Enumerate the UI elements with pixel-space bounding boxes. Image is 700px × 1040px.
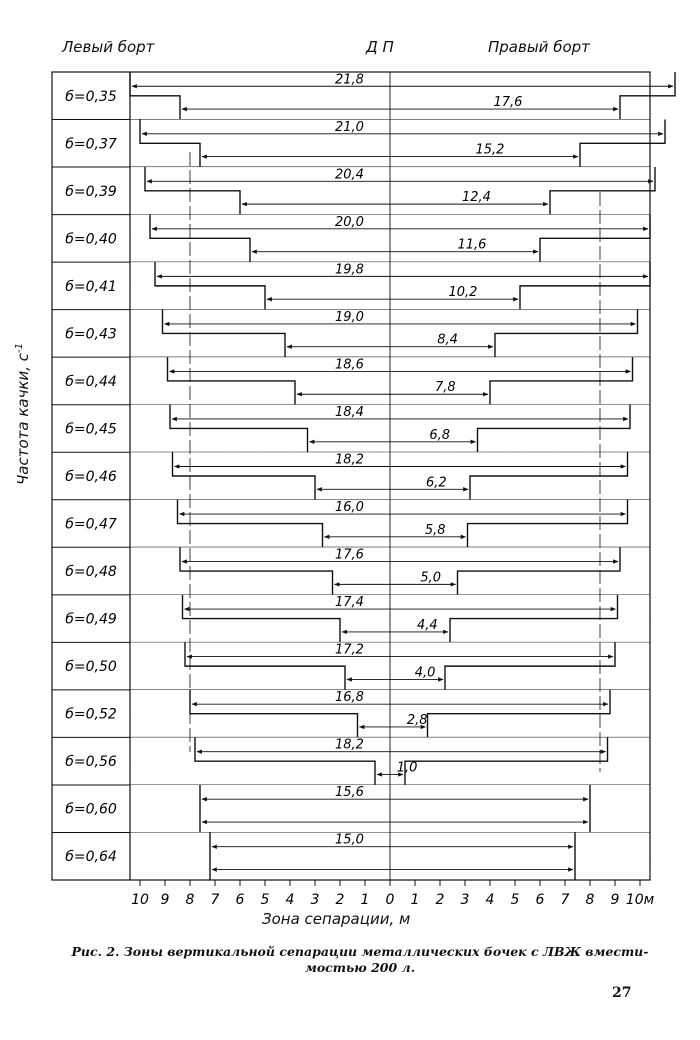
dimension-label-lower: 7,8 — [435, 380, 456, 396]
dimension-label-upper: 21,8 — [335, 72, 364, 88]
row-label: б=0,37 — [65, 136, 117, 153]
clear-zone — [590, 809, 650, 833]
safe-zone-upper — [183, 595, 617, 619]
dimension-label-lower: 4,0 — [414, 665, 436, 681]
caption-line-2: мостью 200 л. — [304, 960, 416, 975]
dimension-label-upper: 17,2 — [335, 642, 364, 658]
dimension-label-upper: 19,8 — [335, 262, 364, 278]
x-tick-label: 4 — [485, 892, 495, 908]
x-tick-label: 9 — [160, 892, 170, 908]
clear-zone — [633, 357, 651, 381]
page-number: 27 — [612, 985, 632, 1001]
clear-zone — [130, 286, 265, 310]
clear-zone — [130, 381, 295, 405]
x-tick-label: 5 — [510, 892, 520, 908]
clear-zone — [575, 856, 650, 880]
clear-zone — [575, 832, 650, 856]
safe-zone-lower — [181, 96, 620, 120]
dimension-label-upper: 18,2 — [335, 737, 364, 753]
safe-zone-upper — [156, 262, 650, 286]
dimension-label-upper: 15,6 — [335, 785, 364, 801]
safe-zone-upper — [141, 120, 665, 144]
dimension-label-upper: 15,0 — [335, 832, 364, 848]
diagram-row — [52, 500, 650, 548]
clear-zone — [130, 96, 180, 120]
safe-zone-upper — [201, 785, 590, 809]
clear-zone — [445, 666, 650, 690]
safe-zone-lower — [308, 428, 477, 452]
clear-zone — [130, 191, 240, 215]
safe-zone-lower — [241, 191, 550, 215]
clear-zone — [478, 428, 651, 452]
x-tick-label: 9 — [610, 892, 620, 908]
clear-zone — [590, 785, 650, 809]
x-axis-label: Зона сепарации, м — [262, 910, 411, 928]
safe-zone-upper — [211, 832, 575, 856]
safe-zone-lower — [266, 286, 520, 310]
clear-zone — [620, 547, 650, 571]
diagram-row — [52, 547, 650, 595]
clear-zone — [130, 690, 190, 714]
clear-zone — [130, 571, 333, 595]
clear-zone — [130, 714, 358, 738]
clear-zone — [130, 215, 150, 239]
header-left-board: Левый борт — [62, 38, 155, 56]
header-right-board: Правый борт — [488, 38, 590, 56]
x-tick-label: 10 — [131, 892, 149, 908]
diagram-row — [52, 310, 650, 358]
row-label: б=0,35 — [65, 88, 117, 105]
x-tick-label: 8 — [585, 892, 595, 908]
x-tick-label: 3 — [460, 892, 470, 908]
row-label: б=0,52 — [65, 706, 117, 723]
clear-zone — [130, 120, 140, 144]
clear-zone — [130, 761, 375, 785]
diagram-row — [52, 642, 650, 690]
x-tick-label: 8 — [185, 892, 195, 908]
diagram-row — [52, 737, 650, 785]
row-label: б=0,46 — [65, 469, 117, 485]
dimension-label-upper: 20,4 — [335, 167, 364, 183]
row-label: б=0,47 — [65, 516, 117, 533]
dimension-label-upper: 18,4 — [335, 404, 364, 420]
x-tick-label: 7 — [210, 892, 220, 908]
row-label: б=0,64 — [65, 849, 117, 866]
row-label: б=0,50 — [65, 659, 117, 676]
dimension-label-lower: 17,6 — [493, 95, 523, 111]
dimension-label-upper: 17,6 — [335, 547, 364, 563]
clear-zone — [608, 737, 651, 761]
safe-zone-upper — [168, 357, 632, 381]
clear-zone — [130, 737, 195, 761]
clear-zone — [130, 333, 285, 357]
row-label: б=0,41 — [65, 278, 117, 295]
safe-zone-upper — [151, 215, 650, 239]
clear-zone — [130, 809, 200, 833]
row-label: б=0,40 — [65, 231, 117, 248]
clear-zone — [130, 832, 210, 856]
clear-zone — [130, 476, 315, 500]
clear-zone — [130, 405, 170, 429]
clear-zone — [610, 690, 650, 714]
dimension-label-upper: 18,2 — [335, 452, 364, 468]
safe-zone-lower — [211, 856, 575, 880]
row-label: б=0,49 — [65, 611, 117, 628]
x-tick-label: 2 — [435, 892, 445, 908]
diagram-row — [52, 690, 650, 738]
diagram-row — [52, 595, 650, 643]
clear-zone — [428, 714, 651, 738]
clear-zone — [450, 619, 650, 643]
clear-zone — [628, 500, 651, 524]
clear-zone — [130, 666, 345, 690]
clear-zone — [130, 524, 323, 548]
clear-zone — [130, 167, 145, 191]
dimension-label-lower: 12,4 — [462, 190, 491, 206]
safe-zone-upper — [191, 690, 610, 714]
diagram-row — [52, 72, 675, 120]
x-tick-label: 4 — [285, 892, 295, 908]
safe-zone-lower — [251, 238, 540, 262]
diagram-row — [52, 405, 650, 453]
x-tick-label: 6 — [235, 892, 245, 908]
clear-zone — [628, 452, 651, 476]
clear-zone — [520, 286, 650, 310]
clear-zone — [630, 405, 650, 429]
clear-zone — [620, 96, 650, 120]
safe-zone-upper — [131, 72, 675, 96]
row-label: б=0,45 — [65, 421, 117, 438]
clear-zone — [130, 428, 308, 452]
diagram-row — [52, 357, 650, 405]
row-label: б=0,39 — [65, 183, 117, 200]
x-tick-label: 0 — [385, 892, 395, 908]
clear-zone — [130, 785, 200, 809]
row-label: б=0,56 — [65, 754, 117, 771]
dimension-label-lower: 5,0 — [420, 570, 442, 586]
dimension-label-lower: 5,8 — [424, 522, 446, 538]
clear-zone — [615, 642, 650, 666]
clear-zone — [638, 310, 651, 334]
safe-zone-upper — [181, 547, 620, 571]
clear-zone — [130, 143, 200, 167]
x-tick-label: 3 — [310, 892, 320, 908]
clear-zone — [130, 547, 180, 571]
x-tick-label: 10м — [625, 892, 655, 908]
x-tick-label: 1 — [410, 892, 420, 908]
y-axis-label: Частота качки, $с^{-1}$ — [14, 342, 32, 486]
clear-zone — [130, 357, 168, 381]
dimension-label-lower: 15,2 — [475, 142, 505, 158]
clear-zone — [468, 524, 651, 548]
diagram-row — [52, 120, 665, 168]
clear-zone — [458, 571, 651, 595]
caption-line-1: Рис. 2. Зоны вертикальной сепарации металлических бочек с ЛВЖ вмести- — [71, 944, 649, 959]
dimension-label-lower: 6,2 — [426, 475, 447, 491]
dimension-label-lower: 4,4 — [417, 617, 438, 633]
x-tick-label: 6 — [535, 892, 545, 908]
safe-zone-upper — [171, 405, 630, 429]
row-label: б=0,44 — [65, 373, 117, 390]
dimension-label-upper: 21,0 — [335, 119, 364, 135]
diagram-row — [52, 832, 650, 880]
safe-zone-upper — [186, 642, 615, 666]
safe-zone-upper — [196, 737, 608, 761]
diagram-row — [52, 167, 655, 215]
row-label: б=0,48 — [65, 564, 117, 581]
clear-zone — [130, 856, 210, 880]
row-label: б=0,60 — [65, 801, 117, 818]
row-label: б=0,43 — [65, 326, 117, 343]
safe-zone-lower — [201, 809, 590, 833]
clear-zone — [618, 595, 651, 619]
x-tick-label: 1 — [360, 892, 370, 908]
safe-zone-upper — [178, 500, 627, 524]
clear-zone — [490, 381, 650, 405]
diagram-row — [52, 452, 650, 500]
dimension-label-upper: 17,4 — [335, 595, 364, 611]
dimension-label-upper: 19,0 — [335, 309, 364, 325]
dimension-label-lower: 11,6 — [457, 237, 487, 253]
dimension-label-upper: 20,0 — [335, 214, 364, 230]
clear-zone — [130, 452, 173, 476]
diagram-row — [52, 215, 650, 263]
diagram-row — [52, 262, 650, 310]
clear-zone — [130, 262, 155, 286]
clear-zone — [130, 500, 178, 524]
dimension-label-upper: 18,6 — [335, 357, 364, 373]
x-tick-label: 5 — [260, 892, 270, 908]
dimension-label-lower: 10,2 — [448, 285, 478, 301]
dimension-label-upper: 16,8 — [335, 690, 364, 706]
diagram-row — [52, 785, 650, 833]
clear-zone — [130, 619, 340, 643]
dimension-label-lower: 2,8 — [406, 712, 428, 728]
safe-zone-lower — [296, 381, 490, 405]
x-tick-label: 2 — [335, 892, 345, 908]
clear-zone — [130, 595, 183, 619]
dimension-label-upper: 16,0 — [335, 500, 364, 516]
dimension-label-lower: 1,0 — [396, 760, 418, 776]
dimension-label-lower: 6,8 — [429, 427, 451, 443]
clear-zone — [470, 476, 650, 500]
header-center-line: Д П — [366, 38, 394, 56]
figure-caption — [60, 944, 660, 976]
safe-zone-upper — [173, 452, 627, 476]
clear-zone — [495, 333, 650, 357]
safe-zone-upper — [163, 310, 637, 334]
clear-zone — [540, 238, 650, 262]
clear-zone — [580, 143, 650, 167]
x-tick-label: 7 — [560, 892, 570, 908]
clear-zone — [405, 761, 650, 785]
clear-zone — [130, 310, 163, 334]
safe-zone-upper — [146, 167, 655, 191]
clear-zone — [130, 642, 185, 666]
dimension-label-lower: 8,4 — [437, 332, 458, 348]
